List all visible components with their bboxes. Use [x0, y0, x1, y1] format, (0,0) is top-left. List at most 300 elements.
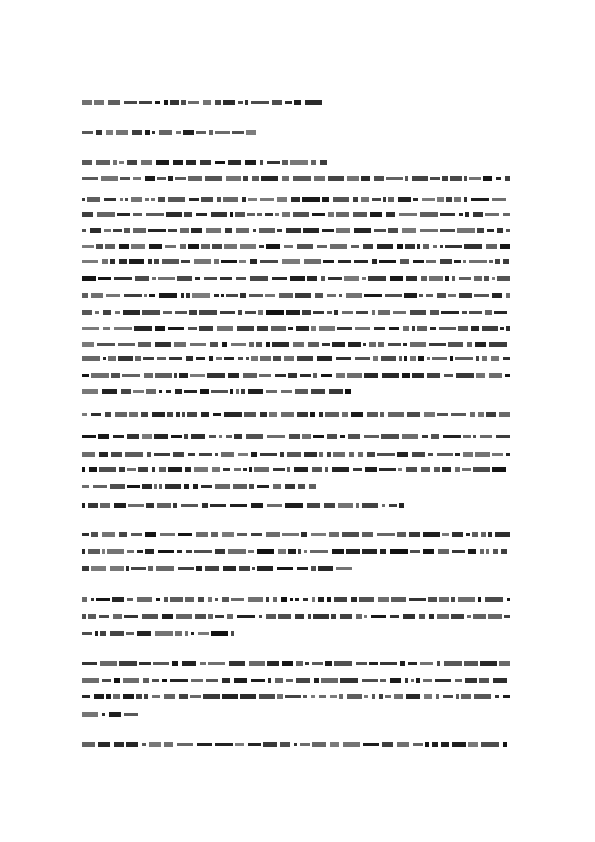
glyph-run: [139, 662, 151, 665]
glyph-run: [91, 293, 103, 298]
paragraph-1-line: [82, 176, 510, 181]
glyph-run: [444, 661, 462, 666]
glyph-run: [214, 259, 219, 264]
glyph-run: [336, 373, 345, 378]
glyph-run: [304, 452, 317, 457]
glyph-run: [174, 342, 186, 347]
glyph-run: [313, 614, 329, 619]
glyph-run: [137, 597, 152, 602]
glyph-run: [330, 244, 347, 249]
glyph-run: [398, 468, 402, 471]
glyph-run: [310, 412, 315, 417]
glyph-run: [82, 276, 96, 281]
glyph-run: [156, 566, 174, 571]
glyph-run: [383, 197, 386, 202]
glyph-run: [404, 293, 417, 298]
glyph-run: [237, 615, 255, 618]
glyph-run: [473, 467, 490, 472]
glyph-run: [266, 614, 276, 619]
glyph-run: [493, 678, 507, 683]
glyph-run: [260, 198, 274, 201]
glyph-run: [302, 197, 320, 202]
glyph-run: [136, 694, 142, 699]
glyph-run: [186, 356, 193, 361]
glyph-run: [127, 550, 134, 553]
glyph-run: [209, 435, 216, 438]
glyph-run: [344, 276, 359, 281]
glyph-run: [204, 277, 217, 280]
glyph-run: [107, 549, 124, 554]
glyph-run: [277, 567, 293, 570]
glyph-run: [186, 293, 190, 298]
glyph-run: [506, 229, 510, 232]
glyph-run: [228, 373, 239, 378]
glyph-run: [330, 695, 337, 698]
glyph-run: [117, 213, 130, 216]
paragraph-1-line: [82, 212, 510, 217]
glyph-run: [82, 374, 89, 377]
glyph-run: [137, 550, 143, 553]
glyph-run: [293, 176, 311, 181]
glyph-run: [115, 311, 120, 314]
glyph-run: [257, 213, 262, 216]
glyph-run: [461, 694, 471, 699]
glyph-run: [506, 326, 510, 331]
glyph-run: [322, 197, 329, 202]
glyph-run: [489, 373, 502, 378]
glyph-run: [201, 244, 210, 249]
glyph-run: [247, 213, 255, 216]
paragraph-1-line: [82, 197, 510, 202]
glyph-run: [236, 228, 249, 233]
glyph-run: [146, 503, 154, 508]
glyph-run: [362, 532, 373, 537]
glyph-run: [327, 452, 331, 457]
glyph-run: [168, 467, 182, 472]
glyph-run: [209, 130, 213, 135]
glyph-run: [190, 695, 201, 698]
glyph-run: [192, 293, 210, 298]
glyph-run: [334, 661, 352, 666]
glyph-run: [215, 615, 224, 618]
glyph-run: [222, 694, 238, 699]
glyph-run: [288, 327, 293, 330]
glyph-run: [448, 294, 456, 297]
glyph-run: [275, 678, 283, 683]
glyph-run: [336, 228, 350, 233]
glyph-run: [365, 467, 377, 472]
glyph-run: [190, 343, 206, 346]
glyph-run: [120, 198, 123, 201]
glyph-run: [199, 326, 213, 331]
glyph-run: [251, 356, 258, 361]
glyph-run: [106, 294, 120, 297]
glyph-run: [463, 260, 466, 263]
glyph-run: [259, 615, 262, 618]
glyph-run: [495, 695, 499, 698]
glyph-run: [471, 198, 489, 201]
glyph-run: [240, 244, 256, 249]
glyph-run: [215, 453, 218, 456]
glyph-run: [179, 694, 188, 699]
glyph-run: [158, 550, 174, 553]
glyph-run: [132, 130, 142, 135]
glyph-run: [211, 390, 228, 393]
glyph-run: [216, 357, 222, 360]
glyph-run: [176, 131, 181, 134]
glyph-run: [408, 662, 417, 665]
glyph-run: [369, 662, 378, 665]
glyph-run: [469, 177, 481, 180]
glyph-run: [237, 533, 247, 536]
glyph-run: [124, 615, 138, 618]
glyph-run: [463, 452, 473, 457]
glyph-run: [191, 679, 203, 682]
glyph-run: [297, 356, 313, 361]
glyph-run: [215, 484, 230, 489]
glyph-run: [482, 356, 487, 361]
glyph-run: [311, 160, 316, 165]
glyph-run: [108, 100, 120, 105]
glyph-run: [364, 615, 367, 618]
glyph-run: [458, 597, 475, 602]
glyph-run: [231, 631, 234, 636]
glyph-run: [389, 504, 397, 507]
glyph-run: [94, 694, 104, 699]
glyph-run: [275, 213, 279, 216]
glyph-run: [123, 694, 134, 699]
glyph-run: [141, 412, 148, 417]
glyph-run: [153, 662, 169, 665]
glyph-run: [82, 662, 97, 665]
glyph-run: [410, 550, 420, 553]
glyph-run: [251, 533, 262, 536]
glyph-run: [273, 468, 285, 471]
glyph-run: [102, 389, 117, 394]
glyph-run: [222, 342, 227, 347]
glyph-run: [210, 504, 226, 507]
glyph-run: [138, 342, 151, 347]
glyph-run: [261, 176, 278, 181]
glyph-run: [146, 213, 164, 216]
glyph-run: [152, 679, 159, 682]
glyph-run: [172, 661, 178, 666]
glyph-run: [180, 244, 186, 249]
glyph-run: [141, 160, 152, 165]
glyph-run: [145, 549, 154, 554]
glyph-run: [187, 412, 197, 417]
glyph-run: [103, 327, 110, 330]
glyph-run: [198, 632, 209, 635]
glyph-run: [426, 294, 433, 297]
glyph-run: [386, 212, 395, 217]
glyph-run: [319, 326, 335, 331]
glyph-run: [95, 311, 99, 314]
glyph-run: [458, 326, 468, 331]
glyph-run: [469, 260, 487, 263]
glyph-run: [82, 566, 89, 571]
glyph-run: [406, 467, 417, 472]
glyph-run: [334, 597, 347, 602]
glyph-run: [424, 694, 432, 699]
paragraph-4-line: [82, 631, 234, 636]
glyph-run: [95, 631, 98, 636]
glyph-run: [173, 503, 177, 508]
glyph-run: [378, 597, 389, 602]
glyph-run: [293, 212, 309, 217]
glyph-run: [445, 276, 449, 281]
glyph-run: [406, 276, 417, 281]
glyph-run: [312, 213, 325, 216]
glyph-run: [221, 452, 234, 457]
glyph-run: [215, 161, 225, 164]
glyph-run: [185, 467, 191, 472]
glyph-run: [223, 197, 238, 202]
glyph-run: [154, 434, 168, 439]
glyph-run: [111, 373, 120, 378]
glyph-run: [199, 453, 212, 456]
glyph-run: [240, 293, 246, 298]
glyph-run: [331, 614, 336, 619]
glyph-run: [393, 311, 406, 314]
glyph-run: [308, 614, 311, 619]
glyph-run: [249, 467, 252, 472]
glyph-run: [304, 550, 307, 553]
glyph-run: [99, 467, 116, 472]
glyph-run: [484, 276, 489, 281]
glyph-run: [154, 259, 159, 264]
glyph-run: [166, 390, 171, 393]
glyph-run: [311, 389, 325, 394]
glyph-run: [354, 260, 368, 263]
glyph-run: [234, 468, 241, 471]
glyph-run: [362, 503, 378, 508]
glyph-run: [253, 229, 256, 232]
glyph-run: [96, 130, 102, 135]
glyph-run: [151, 198, 155, 201]
glyph-run: [251, 101, 269, 104]
glyph-run: [251, 503, 263, 508]
paragraph-4-line: [82, 597, 510, 602]
glyph-run: [106, 694, 111, 699]
paragraph-5-line: [82, 694, 510, 699]
glyph-run: [379, 468, 396, 471]
glyph-run: [391, 597, 406, 602]
glyph-run: [233, 484, 247, 489]
glyph-run: [455, 357, 473, 360]
paragraph-5-line: [82, 712, 138, 717]
glyph-run: [476, 356, 479, 361]
glyph-run: [217, 326, 233, 331]
glyph-run: [455, 453, 460, 456]
glyph-run: [382, 742, 393, 747]
glyph-run: [362, 679, 378, 682]
heading-line-3: [82, 160, 328, 165]
glyph-run: [442, 533, 449, 536]
glyph-run: [121, 389, 131, 394]
glyph-run: [155, 631, 173, 636]
glyph-run: [404, 356, 407, 361]
glyph-run: [108, 356, 116, 361]
glyph-run: [101, 176, 118, 181]
glyph-run: [412, 373, 424, 378]
glyph-run: [222, 597, 229, 602]
glyph-run: [82, 327, 99, 330]
glyph-run: [188, 327, 197, 330]
glyph-run: [284, 356, 294, 361]
glyph-run: [271, 326, 286, 331]
glyph-run: [503, 742, 507, 747]
glyph-run: [378, 342, 384, 347]
glyph-run: [336, 212, 349, 217]
glyph-run: [119, 467, 125, 472]
glyph-run: [201, 197, 213, 202]
glyph-run: [480, 549, 484, 554]
glyph-run: [177, 743, 193, 746]
glyph-run: [398, 197, 411, 202]
glyph-run: [492, 467, 506, 472]
glyph-run: [265, 294, 275, 297]
glyph-run: [286, 679, 293, 682]
glyph-run: [351, 245, 359, 248]
glyph-run: [113, 614, 122, 619]
glyph-run: [223, 566, 236, 571]
glyph-run: [260, 412, 267, 417]
glyph-run: [426, 260, 436, 263]
glyph-run: [281, 597, 287, 602]
paragraph-3-line: [82, 549, 510, 554]
glyph-run: [182, 412, 185, 417]
glyph-run: [100, 631, 106, 636]
glyph-run: [203, 100, 211, 105]
glyph-run: [451, 597, 455, 602]
glyph-run: [482, 326, 498, 331]
glyph-run: [138, 467, 148, 472]
glyph-run: [89, 467, 97, 472]
glyph-run: [353, 468, 362, 471]
glyph-run: [133, 177, 141, 180]
glyph-run: [333, 452, 345, 457]
glyph-run: [468, 549, 476, 554]
glyph-run: [111, 452, 122, 457]
glyph-run: [162, 679, 167, 682]
glyph-run: [491, 356, 499, 361]
glyph-run: [184, 434, 188, 439]
glyph-run: [317, 356, 332, 361]
glyph-run: [420, 662, 433, 665]
glyph-run: [144, 694, 148, 699]
glyph-run: [189, 198, 199, 201]
glyph-run: [155, 342, 171, 347]
glyph-run: [295, 293, 311, 298]
glyph-run: [177, 276, 192, 281]
glyph-run: [242, 197, 246, 202]
glyph-run: [263, 742, 277, 747]
glyph-run: [469, 311, 482, 314]
glyph-run: [110, 259, 115, 264]
glyph-run: [268, 678, 271, 683]
glyph-run: [82, 131, 93, 134]
glyph-run: [215, 743, 233, 746]
glyph-run: [225, 228, 232, 233]
paragraph-1-line: [82, 389, 352, 394]
glyph-run: [114, 277, 132, 280]
glyph-run: [257, 566, 273, 571]
glyph-run: [186, 550, 192, 553]
glyph-run: [127, 160, 137, 165]
glyph-run: [488, 614, 502, 619]
glyph-run: [249, 294, 263, 297]
glyph-run: [356, 503, 359, 508]
glyph-run: [312, 662, 323, 665]
glyph-run: [159, 484, 162, 489]
glyph-run: [149, 742, 161, 747]
glyph-run: [428, 453, 433, 456]
glyph-run: [91, 532, 98, 537]
glyph-run: [318, 566, 333, 571]
glyph-run: [486, 549, 489, 554]
glyph-run: [311, 326, 316, 331]
glyph-run: [319, 695, 326, 698]
glyph-run: [311, 695, 315, 698]
glyph-run: [190, 374, 205, 377]
glyph-run: [297, 244, 313, 249]
glyph-run: [325, 412, 339, 417]
glyph-run: [294, 467, 308, 472]
glyph-run: [421, 467, 430, 472]
glyph-run: [322, 343, 330, 346]
paragraph-1-line: [82, 356, 510, 361]
glyph-run: [267, 504, 282, 507]
glyph-run: [142, 743, 146, 746]
glyph-run: [312, 597, 315, 602]
glyph-run: [102, 713, 105, 716]
glyph-run: [184, 212, 192, 217]
glyph-run: [191, 434, 205, 439]
glyph-run: [248, 743, 261, 746]
glyph-run: [273, 597, 277, 602]
glyph-run: [372, 259, 377, 264]
glyph-run: [219, 435, 222, 438]
glyph-run: [423, 244, 429, 249]
glyph-run: [156, 160, 169, 165]
glyph-run: [214, 294, 219, 297]
paragraph-3-line: [82, 566, 354, 571]
glyph-run: [226, 294, 238, 297]
glyph-run: [412, 452, 425, 457]
paragraph-2-line: [82, 484, 316, 489]
glyph-run: [133, 228, 146, 233]
glyph-run: [118, 343, 135, 346]
glyph-run: [297, 567, 308, 570]
glyph-run: [227, 614, 233, 619]
glyph-run: [348, 342, 361, 347]
glyph-run: [220, 311, 235, 314]
glyph-run: [282, 176, 289, 181]
glyph-run: [462, 468, 471, 471]
glyph-run: [277, 197, 287, 202]
glyph-run: [389, 327, 399, 330]
glyph-run: [364, 435, 379, 438]
paragraph-1-line: [82, 310, 510, 315]
glyph-run: [159, 130, 172, 135]
glyph-run: [211, 631, 228, 636]
glyph-run: [302, 434, 311, 439]
glyph-run: [336, 567, 352, 570]
glyph-run: [155, 373, 172, 378]
glyph-run: [305, 662, 309, 665]
glyph-run: [142, 484, 152, 489]
